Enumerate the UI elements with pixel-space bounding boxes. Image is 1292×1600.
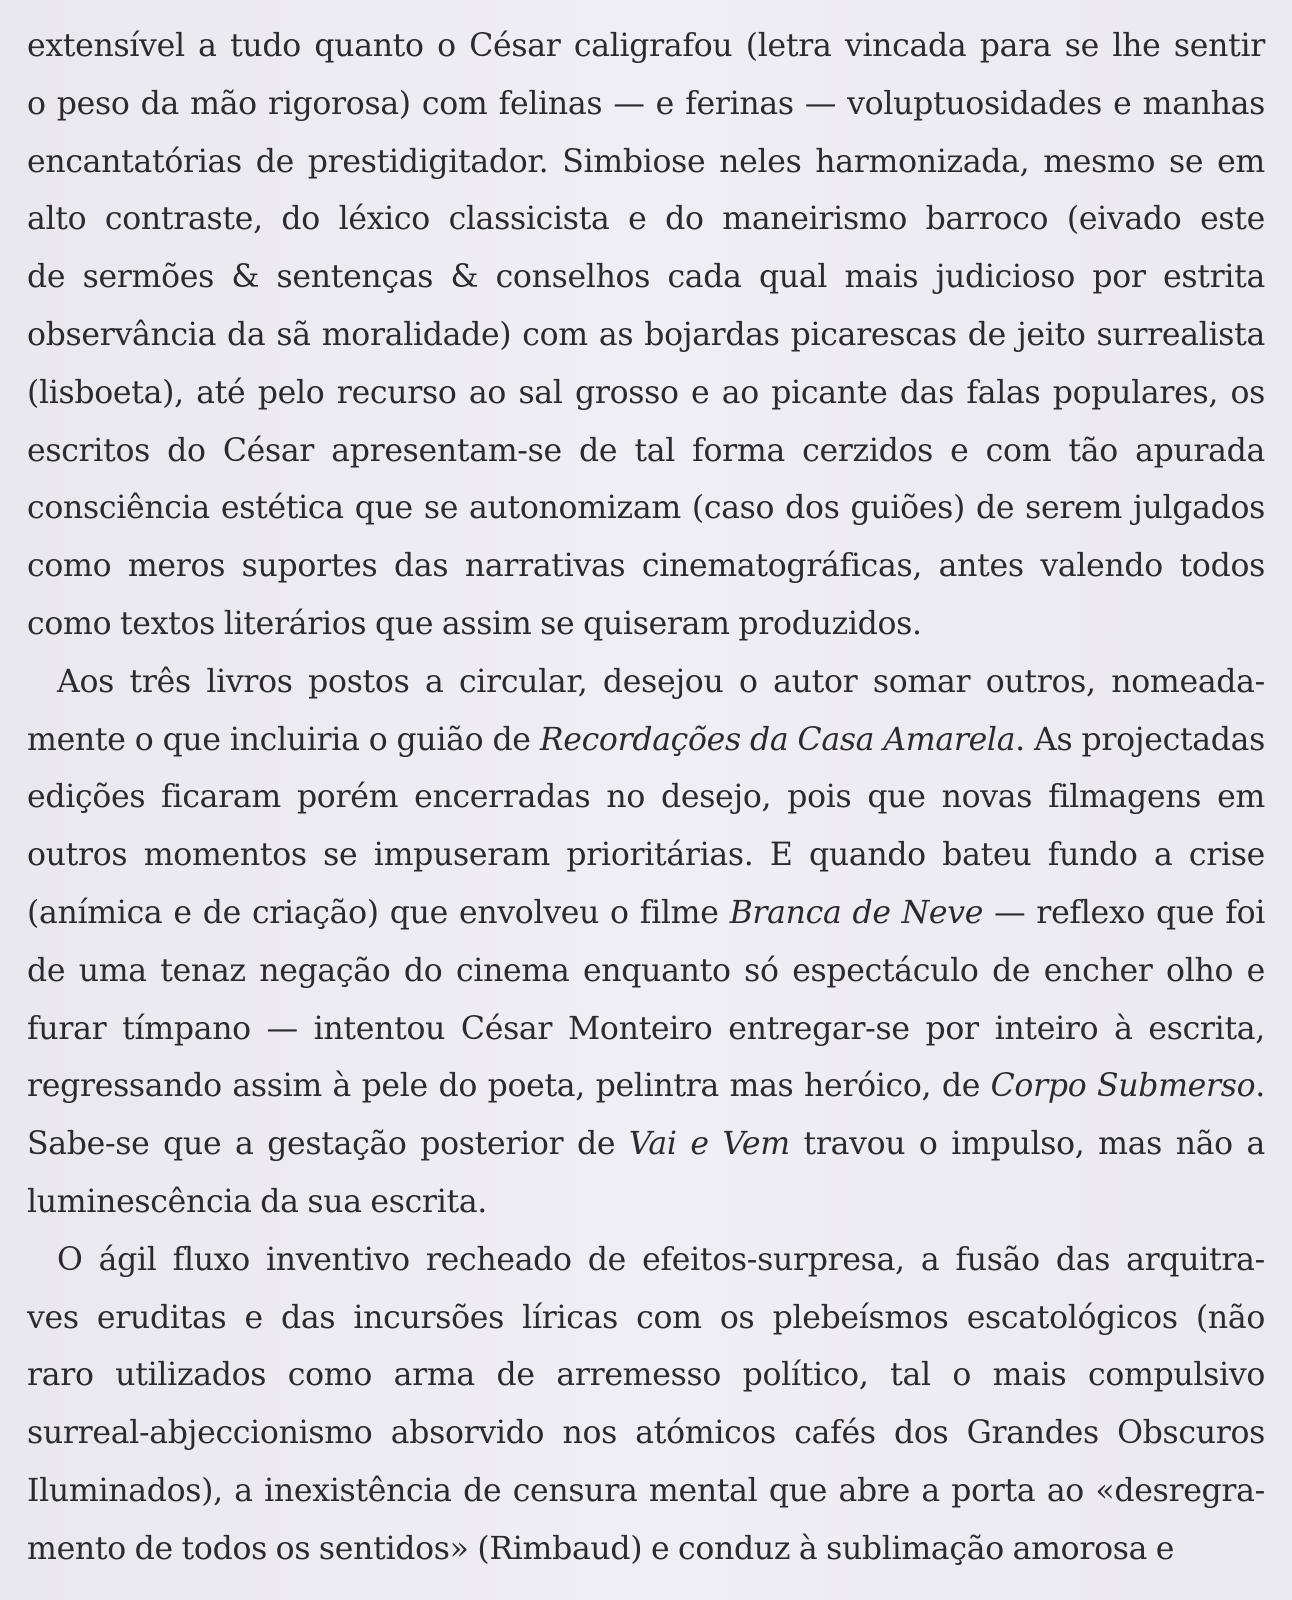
text-segment: outros momentos se impuseram prioritárias. E quando bateu fundo a crise <box>27 837 1265 874</box>
text-segment: de uma tenaz negação do cinema enquanto só espectáculo de encher olho e <box>27 952 1265 989</box>
work-title: Recordações da Casa Amarela <box>539 721 1016 758</box>
text-segment: alto contraste, do léxico classicista e do maneirismo barroco (eivado este <box>27 201 1265 238</box>
text-segment: como meros suportes das narrativas cinematográficas, antes valendo todos <box>27 548 1265 585</box>
paragraph-3 <box>27 1232 1265 1579</box>
text-segment: observância da sã moralidade) com as bojardas picarescas de jeito surrealista <box>27 316 1265 353</box>
text-line <box>27 423 1265 481</box>
text-segment: mente o que incluiria o guião de <box>27 721 540 758</box>
text-segment: O ágil fluxo inventivo recheado de efeitos-surpresa, a fusão das arquitra- <box>57 1241 1265 1278</box>
text-line <box>27 596 1265 654</box>
text-line <box>27 307 1265 365</box>
text-segment: raro utilizados como arma de arremesso político, tal o mais compulsivo <box>27 1357 1265 1394</box>
text-segment: como textos literários que assim se quiseram produzidos. <box>27 605 922 642</box>
text-line <box>27 1232 1265 1290</box>
text-line <box>27 18 1265 76</box>
text-segment: ves eruditas e das incursões líricas com os plebeísmos escatológicos (não <box>27 1299 1265 1336</box>
text-line <box>27 480 1265 538</box>
text-line <box>27 249 1265 307</box>
text-line <box>27 1001 1265 1059</box>
text-line <box>27 827 1265 885</box>
text-segment: Aos três livros postos a circular, desejou o autor somar outros, nomeada- <box>57 663 1265 700</box>
text-segment: Iluminados), a inexistência de censura mental que abre a porta ao «desregra- <box>27 1472 1265 1509</box>
text-segment: o peso da mão rigorosa) com felinas — e ferinas — voluptuosidades e manhas <box>27 85 1265 122</box>
text-line <box>27 769 1265 827</box>
text-line <box>27 654 1265 712</box>
text-segment: surreal-abjeccionismo absorvido nos atómicos cafés dos Grandes Obscuros <box>27 1415 1265 1452</box>
paragraph-2 <box>27 654 1265 1232</box>
text-segment: regressando assim à pele do poeta, pelintra mas heróico, de <box>27 1068 991 1105</box>
text-segment: encantatórias de prestidigitador. Simbiose neles harmonizada, mesmo se em <box>27 143 1265 180</box>
text-segment: (anímica e de criação) que envolveu o filme <box>27 894 730 931</box>
text-segment: luminescência da sua escrita. <box>27 1183 488 1220</box>
text-segment: edições ficaram porém encerradas no desejo, pois que novas filmagens em <box>27 779 1265 816</box>
text-line <box>27 943 1265 1001</box>
work-title: Vai e Vem <box>628 1126 790 1163</box>
text-segment: (lisboeta), até pelo recurso ao sal grosso e ao picante das falas populares, os <box>27 374 1265 411</box>
text-segment: . As projectadas <box>1015 721 1265 758</box>
text-line <box>27 365 1265 423</box>
text-line <box>27 1290 1265 1348</box>
text-line <box>27 712 1265 770</box>
text-segment: de sermões & sentenças & conselhos cada qual mais judicioso por estrita <box>27 259 1265 296</box>
text-line <box>27 1058 1265 1116</box>
text-line <box>27 885 1265 943</box>
body-text <box>27 18 1265 1579</box>
text-segment: furar tímpano — intentou César Monteiro entregar-se por inteiro à escrita, <box>27 1010 1265 1047</box>
text-segment: . <box>1255 1068 1266 1105</box>
text-segment: extensível a tudo quanto o César caligrafou (letra vincada para se lhe sentir <box>27 28 1265 64</box>
text-segment: Sabe-se que a gestação posterior de <box>27 1126 629 1163</box>
text-line <box>27 1174 1265 1232</box>
text-line <box>27 1405 1265 1463</box>
text-line <box>27 1521 1265 1579</box>
text-line <box>27 538 1265 596</box>
text-line <box>27 134 1265 192</box>
text-segment: escritos do César apresentam-se de tal forma cerzidos e com tão apurada <box>27 432 1265 469</box>
work-title: Corpo Submerso <box>990 1068 1256 1105</box>
paragraph-1 <box>27 18 1265 654</box>
work-title: Branca de Neve <box>729 894 984 931</box>
text-segment: mento de todos os sentidos» (Rimbaud) e conduz à sublimação amorosa e <box>27 1530 1175 1567</box>
text-segment: consciência estética que se autonomizam (caso dos guiões) de serem julgados <box>27 490 1265 527</box>
text-segment: — reflexo que foi <box>983 894 1266 931</box>
text-line <box>27 1116 1265 1174</box>
text-line <box>27 1347 1265 1405</box>
text-line <box>27 191 1265 249</box>
text-line <box>27 1463 1265 1521</box>
text-segment: travou o impulso, mas não a <box>789 1126 1265 1163</box>
text-line <box>27 76 1265 134</box>
